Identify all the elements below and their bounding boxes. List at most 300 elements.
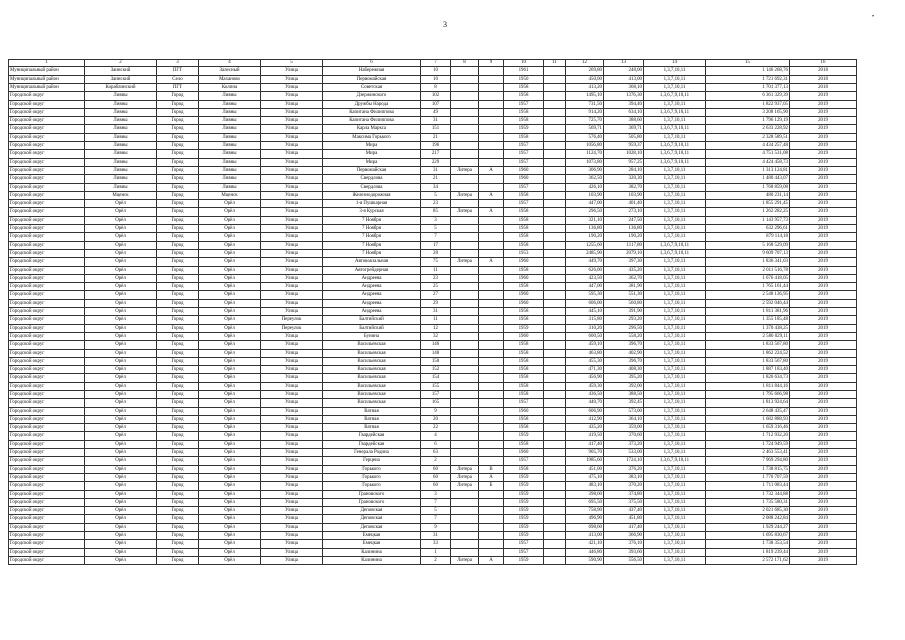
table-cell bbox=[479, 125, 504, 133]
table-cell: 1 855 291,45 bbox=[706, 200, 790, 208]
table-row bbox=[9, 183, 857, 191]
table-cell: 315,80 bbox=[566, 316, 604, 324]
table-cell: Генерала Родина bbox=[323, 449, 421, 457]
table-cell bbox=[451, 117, 479, 125]
table-cell: 7 bbox=[421, 233, 451, 241]
table-cell bbox=[451, 249, 479, 257]
table-cell: 2 572 171,62 bbox=[706, 556, 790, 564]
table-cell: Орёл bbox=[85, 473, 157, 481]
table-cell bbox=[479, 532, 504, 540]
table-cell: Улица bbox=[261, 490, 323, 498]
table-cell: Ливны bbox=[85, 158, 157, 166]
table-cell: Мценск bbox=[85, 191, 157, 199]
table-cell: Город bbox=[157, 92, 199, 100]
table-cell: Гвардейская bbox=[323, 432, 421, 440]
table-cell: Первомайская bbox=[323, 75, 421, 83]
table-cell: Андреева bbox=[323, 283, 421, 291]
table-cell: Городской округ bbox=[9, 341, 85, 349]
table-cell: 1 768 859,08 bbox=[706, 183, 790, 191]
table-cell: 1960 bbox=[504, 449, 544, 457]
table-cell: 2 592 046,44 bbox=[706, 299, 790, 307]
table-cell: 1,3,7,10,11 bbox=[644, 498, 706, 506]
table-cell: 558,20 bbox=[604, 332, 644, 340]
table-cell: 2018 bbox=[790, 67, 857, 75]
table-cell: Ливны bbox=[85, 125, 157, 133]
table-cell: Ливны bbox=[85, 108, 157, 116]
table-cell: Васильевская bbox=[323, 390, 421, 398]
table-cell bbox=[479, 324, 504, 332]
table-cell: 9 bbox=[421, 407, 451, 415]
table-cell: Васильевская bbox=[323, 366, 421, 374]
table-cell: 449,70 bbox=[566, 258, 604, 266]
table-cell: Улица bbox=[261, 374, 323, 382]
table-cell: Улица bbox=[261, 366, 323, 374]
table-cell: 413,00 bbox=[566, 532, 604, 540]
table-cell: 397,30 bbox=[604, 258, 644, 266]
table-cell: 2019 bbox=[790, 407, 857, 415]
table-cell: 417,40 bbox=[566, 440, 604, 448]
table-cell: Городской округ bbox=[9, 200, 85, 208]
table-cell: 381,90 bbox=[604, 283, 644, 291]
table-cell: 1,3,7,10,11 bbox=[644, 291, 706, 299]
table-cell: 2019 bbox=[790, 274, 857, 282]
table-cell: Орёл bbox=[199, 473, 261, 481]
table-cell: 1960 bbox=[504, 332, 544, 340]
table-cell: Орёл bbox=[199, 291, 261, 299]
table-cell: Город bbox=[157, 241, 199, 249]
table-cell: 7 Ноября bbox=[323, 233, 421, 241]
table-cell: Орёл bbox=[85, 382, 157, 390]
table-cell: Улица bbox=[261, 249, 323, 257]
table-cell bbox=[451, 216, 479, 224]
table-cell: Орёл bbox=[85, 249, 157, 257]
table-cell: Орёл bbox=[199, 515, 261, 523]
table-cell: 9 609 707,13 bbox=[706, 249, 790, 257]
table-cell: 2 021 685,30 bbox=[706, 507, 790, 515]
table-cell: 435,20 bbox=[566, 424, 604, 432]
table-cell: Орёл bbox=[85, 399, 157, 407]
table-cell: Город bbox=[157, 133, 199, 141]
table-cell: 370,60 bbox=[604, 432, 644, 440]
table-cell: 1959 bbox=[504, 125, 544, 133]
table-cell: 632 296,61 bbox=[706, 225, 790, 233]
table-cell: 31 bbox=[421, 117, 451, 125]
table-cell bbox=[451, 108, 479, 116]
table-cell: 1958 bbox=[504, 316, 544, 324]
table-row bbox=[9, 382, 857, 390]
table-cell: Город bbox=[157, 523, 199, 531]
table-cell: 1958 bbox=[504, 382, 544, 390]
table-cell bbox=[544, 183, 566, 191]
table-cell: Орёл bbox=[199, 374, 261, 382]
table-cell: 1 813 924,64 bbox=[706, 399, 790, 407]
table-cell: Свердлова bbox=[323, 183, 421, 191]
table-cell: 75 bbox=[421, 258, 451, 266]
table-cell: Набережная bbox=[323, 67, 421, 75]
table-cell bbox=[451, 366, 479, 374]
table-row bbox=[9, 133, 857, 141]
table-cell bbox=[544, 374, 566, 382]
header-cell: 11 bbox=[544, 60, 566, 67]
table-cell bbox=[544, 133, 566, 141]
table-cell bbox=[451, 183, 479, 191]
table-cell: 396,70 bbox=[604, 357, 644, 365]
table-cell: 229 bbox=[421, 158, 451, 166]
table-cell: Ватная bbox=[323, 415, 421, 423]
table-cell: Орёл bbox=[199, 556, 261, 564]
table-cell: Городской округ bbox=[9, 316, 85, 324]
table-row bbox=[9, 316, 857, 324]
table-cell: Улица bbox=[261, 291, 323, 299]
table-cell: Б bbox=[479, 482, 504, 490]
table-cell: 1,3,7,10,11 bbox=[644, 374, 706, 382]
table-cell: Улица bbox=[261, 382, 323, 390]
table-cell bbox=[451, 332, 479, 340]
table-cell: Город bbox=[157, 249, 199, 257]
table-cell: 1958 bbox=[504, 216, 544, 224]
table-cell: 1 819 239,44 bbox=[706, 548, 790, 556]
table-cell: 49 bbox=[421, 108, 451, 116]
table-cell: Орёл bbox=[85, 457, 157, 465]
table-cell: Город bbox=[157, 142, 199, 150]
table-cell: 196 bbox=[421, 142, 451, 150]
table-cell bbox=[544, 291, 566, 299]
table-cell: Улица bbox=[261, 424, 323, 432]
table-cell: 1,3,7,10,11 bbox=[644, 382, 706, 390]
table-cell: Город bbox=[157, 166, 199, 174]
table-cell bbox=[451, 457, 479, 465]
table-cell: Орёл bbox=[199, 308, 261, 316]
table-cell: Орёл bbox=[85, 490, 157, 498]
table-row bbox=[9, 540, 857, 548]
table-cell: Городской округ bbox=[9, 432, 85, 440]
table-row bbox=[9, 341, 857, 349]
table-cell: Муниципальный район bbox=[9, 75, 85, 83]
table-row bbox=[9, 390, 857, 398]
table-cell bbox=[479, 200, 504, 208]
table-cell: 1,3,7,10,11 bbox=[644, 216, 706, 224]
table-cell: Улица bbox=[261, 133, 323, 141]
header-row bbox=[9, 60, 857, 67]
table-cell bbox=[451, 498, 479, 506]
table-row bbox=[9, 299, 857, 307]
table-cell bbox=[544, 142, 566, 150]
table-cell: 29 bbox=[421, 299, 451, 307]
table-cell: 31 bbox=[421, 166, 451, 174]
table-row bbox=[9, 150, 857, 158]
table-cell: Орёл bbox=[85, 532, 157, 540]
table-cell: Улица bbox=[261, 390, 323, 398]
table-cell: Ливны bbox=[85, 142, 157, 150]
table-cell: Улица bbox=[261, 523, 323, 531]
table-cell: 2485,90 bbox=[566, 249, 604, 257]
table-cell: Городской округ bbox=[9, 266, 85, 274]
table-cell: 25 bbox=[421, 283, 451, 291]
table-cell: Орёл bbox=[85, 415, 157, 423]
table-cell: Балтийский bbox=[323, 324, 421, 332]
table-cell bbox=[451, 374, 479, 382]
table-cell bbox=[451, 324, 479, 332]
table-cell: Городской округ bbox=[9, 490, 85, 498]
table-cell: Городской округ bbox=[9, 158, 85, 166]
header-cell: 10 bbox=[504, 60, 544, 67]
table-cell: 136,80 bbox=[566, 225, 604, 233]
table-cell: 1957 bbox=[504, 548, 544, 556]
table-cell: Город bbox=[157, 465, 199, 473]
table-cell: 1 355 185,48 bbox=[706, 316, 790, 324]
table-cell: 165 bbox=[421, 399, 451, 407]
table-cell: 369,71 bbox=[604, 125, 644, 133]
table-cell: 1,3,7,10,11 bbox=[644, 324, 706, 332]
table-cell: 388,60 bbox=[604, 117, 644, 125]
table-header bbox=[9, 60, 857, 67]
table-cell: Улица bbox=[261, 150, 323, 158]
table-cell: Емецкая bbox=[323, 532, 421, 540]
table-cell: 2019 bbox=[790, 540, 857, 548]
table-cell: Город bbox=[157, 100, 199, 108]
table-cell: Грановского bbox=[323, 498, 421, 506]
table-cell: Орёл bbox=[85, 208, 157, 216]
table-cell: 2019 bbox=[790, 283, 857, 291]
table-cell: 320,30 bbox=[604, 175, 644, 183]
table-cell: Орёл bbox=[85, 482, 157, 490]
table-cell: 366,90 bbox=[604, 532, 644, 540]
table-cell: 1959 bbox=[504, 507, 544, 515]
table-cell: Город bbox=[157, 390, 199, 398]
table-cell: 2019 bbox=[790, 166, 857, 174]
table-cell: 1961 bbox=[504, 67, 544, 75]
table-cell bbox=[479, 366, 504, 374]
table-cell: 2019 bbox=[790, 208, 857, 216]
table-cell bbox=[479, 117, 504, 125]
table-cell: 456,90 bbox=[566, 374, 604, 382]
table-cell: 2019 bbox=[790, 100, 857, 108]
table-cell: 296,50 bbox=[604, 324, 644, 332]
header-cell: 3 bbox=[157, 60, 199, 67]
table-cell: Город bbox=[157, 183, 199, 191]
table-cell bbox=[479, 432, 504, 440]
table-cell: 1,3,7,10,11 bbox=[644, 357, 706, 365]
table-cell: Мира bbox=[323, 142, 421, 150]
table-cell: Ливны bbox=[199, 108, 261, 116]
table-cell: Улица bbox=[261, 283, 323, 291]
table-cell bbox=[479, 341, 504, 349]
table-cell: 102 bbox=[421, 92, 451, 100]
table-cell bbox=[451, 399, 479, 407]
table-cell: 1 811 844,16 bbox=[706, 382, 790, 390]
table-cell bbox=[544, 117, 566, 125]
table-cell: Гвардейская bbox=[323, 440, 421, 448]
table-cell bbox=[451, 67, 479, 75]
table-cell bbox=[544, 482, 566, 490]
table-cell: Городской округ bbox=[9, 540, 85, 548]
table-cell: Улица bbox=[261, 208, 323, 216]
table-cell: 11 bbox=[421, 316, 451, 324]
table-cell bbox=[544, 415, 566, 423]
table-row bbox=[9, 158, 857, 166]
table-cell: 1,3,7,10,11 bbox=[644, 75, 706, 83]
table-cell: 1,3,6,7,9,10,11 bbox=[644, 158, 706, 166]
table-cell: 20 bbox=[421, 415, 451, 423]
table-cell: 505,80 bbox=[604, 133, 644, 141]
table-cell: 450,00 bbox=[566, 75, 604, 83]
table-cell: 1958 bbox=[504, 241, 544, 249]
table-cell: А bbox=[479, 166, 504, 174]
table-cell: 2019 bbox=[790, 308, 857, 316]
table-cell: Городской округ bbox=[9, 291, 85, 299]
table-cell: 394,40 bbox=[604, 100, 644, 108]
table-cell bbox=[451, 225, 479, 233]
table-cell: Васильевская bbox=[323, 399, 421, 407]
table-cell: 1959 bbox=[504, 532, 544, 540]
table-cell: 2019 bbox=[790, 175, 857, 183]
table-cell: Городской округ bbox=[9, 374, 85, 382]
table-cell bbox=[479, 241, 504, 249]
table-cell: Ливны bbox=[199, 100, 261, 108]
table-cell bbox=[479, 225, 504, 233]
table-cell: 2019 bbox=[790, 266, 857, 274]
table-row bbox=[9, 548, 857, 556]
table-cell: Город bbox=[157, 332, 199, 340]
table-cell: 1,3,7,10,11 bbox=[644, 465, 706, 473]
table-row bbox=[9, 498, 857, 506]
table-cell: Городской округ bbox=[9, 241, 85, 249]
table-cell: Городской округ bbox=[9, 332, 85, 340]
table-cell bbox=[544, 225, 566, 233]
table-cell: 63 bbox=[421, 449, 451, 457]
table-cell bbox=[451, 523, 479, 531]
table-cell: 1958 bbox=[504, 424, 544, 432]
table-cell: 1 146 268,76 bbox=[706, 67, 790, 75]
table-cell: Автогрейдерная bbox=[323, 266, 421, 274]
table-cell: Орёл bbox=[85, 324, 157, 332]
table-cell: Городской округ bbox=[9, 532, 85, 540]
table-cell bbox=[544, 457, 566, 465]
table-cell: 480 231,14 bbox=[706, 191, 790, 199]
table-cell: Орёл bbox=[199, 299, 261, 307]
table-cell: Городской округ bbox=[9, 142, 85, 150]
table-cell: Город bbox=[157, 283, 199, 291]
table-cell: Улица bbox=[261, 540, 323, 548]
table-cell: 1,3,7,10,11 bbox=[644, 117, 706, 125]
table-cell: 1957 bbox=[504, 200, 544, 208]
table-cell: 10 bbox=[421, 67, 451, 75]
table-cell: Ватная bbox=[323, 424, 421, 432]
table-cell bbox=[451, 532, 479, 540]
table-cell: Улица bbox=[261, 175, 323, 183]
table-row bbox=[9, 308, 857, 316]
table-cell bbox=[479, 357, 504, 365]
table-cell: 447,00 bbox=[566, 283, 604, 291]
table-cell: 1 929 244,27 bbox=[706, 523, 790, 531]
table-cell: 3 208 165,90 bbox=[706, 108, 790, 116]
table-cell: Городской округ bbox=[9, 515, 85, 523]
table-cell: 1,3,7,10,11 bbox=[644, 415, 706, 423]
header-cell: 8 bbox=[451, 60, 479, 67]
table-cell: Герцена bbox=[323, 457, 421, 465]
table-cell: 1958 bbox=[504, 92, 544, 100]
table-cell: Город bbox=[157, 366, 199, 374]
table-cell: 370,20 bbox=[604, 482, 644, 490]
table-cell bbox=[479, 415, 504, 423]
table-cell bbox=[451, 142, 479, 150]
table-cell: Улица bbox=[261, 100, 323, 108]
table-cell: 1,3,7,10,11 bbox=[644, 183, 706, 191]
table-cell: Городской округ bbox=[9, 449, 85, 457]
table-cell: 1958 bbox=[504, 233, 544, 241]
table-cell: 1 370 438,25 bbox=[706, 324, 790, 332]
table-cell: А bbox=[479, 473, 504, 481]
table-cell: Город bbox=[157, 415, 199, 423]
header-cell: 2 bbox=[85, 60, 157, 67]
table-cell bbox=[479, 440, 504, 448]
table-cell: 2019 bbox=[790, 507, 857, 515]
table-cell bbox=[544, 258, 566, 266]
table-cell: Васильевская bbox=[323, 357, 421, 365]
table-row bbox=[9, 208, 857, 216]
table-cell: 1,3,6,7,9,10,11 bbox=[644, 92, 706, 100]
table-cell: 4 bbox=[421, 432, 451, 440]
table-cell bbox=[544, 507, 566, 515]
table-cell: 7 Ноября bbox=[323, 249, 421, 257]
table-cell: Город bbox=[157, 432, 199, 440]
table-cell: Деповская bbox=[323, 523, 421, 531]
table-cell: 368,10 bbox=[604, 84, 644, 92]
table-cell: 31 bbox=[421, 308, 451, 316]
table-cell: 1 887 183,40 bbox=[706, 366, 790, 374]
table-cell bbox=[451, 357, 479, 365]
table-cell: Улица bbox=[261, 473, 323, 481]
table-cell: Орёл bbox=[199, 382, 261, 390]
table-cell: Город bbox=[157, 540, 199, 548]
table-cell: 60 bbox=[421, 465, 451, 473]
table-cell: Колпна bbox=[199, 84, 261, 92]
table-cell: 475,10 bbox=[566, 473, 604, 481]
table-cell: 2019 bbox=[790, 556, 857, 564]
table-cell bbox=[544, 341, 566, 349]
table-cell: Город bbox=[157, 498, 199, 506]
table-cell bbox=[479, 540, 504, 548]
table-cell bbox=[544, 382, 566, 390]
table-cell: 413,00 bbox=[604, 75, 644, 83]
table-cell: Ливны bbox=[85, 100, 157, 108]
table-cell: Городской округ bbox=[9, 473, 85, 481]
table-row bbox=[9, 274, 857, 282]
table-cell: 957,25 bbox=[604, 158, 644, 166]
table-row bbox=[9, 125, 857, 133]
table-cell: Улица bbox=[261, 225, 323, 233]
table-cell: Железнодорожная bbox=[323, 191, 421, 199]
table-cell: 2019 bbox=[790, 498, 857, 506]
table-cell: Литера bbox=[451, 556, 479, 564]
table-cell bbox=[544, 158, 566, 166]
table-cell: Орёл bbox=[85, 341, 157, 349]
table-cell: 1985,60 bbox=[566, 457, 604, 465]
table-cell: Городской округ bbox=[9, 349, 85, 357]
table-cell bbox=[479, 84, 504, 92]
table-cell: 2 648 435,47 bbox=[706, 407, 790, 415]
table-cell: 1958 bbox=[504, 349, 544, 357]
table-cell: Городской округ bbox=[9, 183, 85, 191]
table-cell bbox=[479, 548, 504, 556]
table-cell: Орёл bbox=[85, 225, 157, 233]
table-cell: Литера bbox=[451, 208, 479, 216]
table-cell bbox=[544, 366, 566, 374]
header-cell: 4 bbox=[199, 60, 261, 67]
table-cell: Калинина bbox=[323, 548, 421, 556]
table-cell: Орёл bbox=[85, 556, 157, 564]
table-cell: 1,3,7,10,11 bbox=[644, 399, 706, 407]
